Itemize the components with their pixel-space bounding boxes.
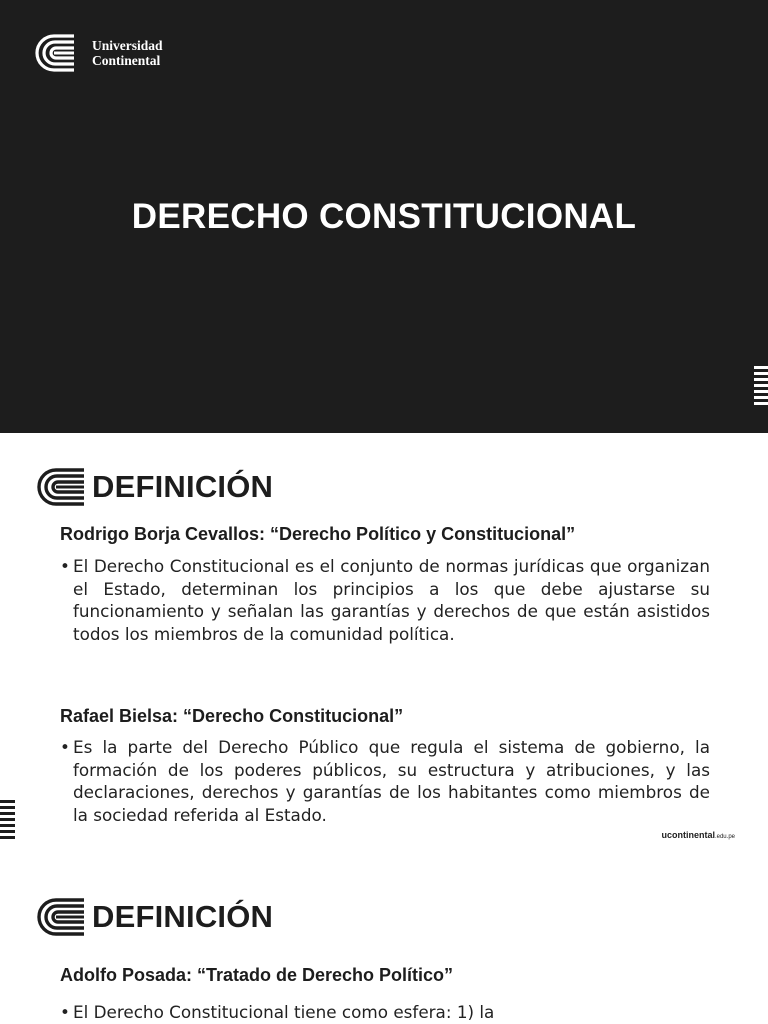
- definition-bullet: • El Derecho Constitucional es el conjunto de normas jurídicas que organizan el Estado, determinan los principios a los que debe ajustarse su funcionamiento y señalan las garantías y derechos de que están asistidos todos los miembros de la comunidad política.: [60, 555, 710, 645]
- brand: [34, 32, 163, 74]
- uc-logo-icon: [34, 466, 86, 508]
- title-slide: [0, 0, 768, 433]
- heading-text: DEFINICIÓN: [92, 899, 274, 934]
- section-heading: [34, 896, 273, 938]
- definition-bullet: • Es la parte del Derecho Público que regula el sistema de gobierno, la formación de los poderes públicos, su estructura y atribuciones, y las declaraciones, derechos y garantías de los habitantes como miembros de la sociedad referida al Estado.: [60, 736, 710, 826]
- edge-stripes-icon: [754, 366, 768, 408]
- footer-url: [661, 830, 735, 840]
- section-heading: [34, 466, 273, 508]
- uc-logo-icon: [34, 32, 84, 74]
- footer-url-suffix: .edu.pe: [714, 834, 735, 840]
- heading-text: DEFINICIÓN: [92, 469, 274, 504]
- slide-title: DERECHO CONSTITUCIONAL: [131, 197, 637, 236]
- brand-name: [92, 38, 163, 68]
- definition-bullet: • El Derecho Constitucional tiene como esfera: 1) la: [60, 1001, 710, 1024]
- footer-url-main: ucontinental: [661, 830, 715, 840]
- author-title: Rafael Bielsa: “Derecho Constitucional”: [60, 706, 404, 726]
- brand-line-2: Continental: [92, 53, 161, 68]
- uc-logo-icon: [34, 896, 86, 938]
- edge-stripes-icon: [0, 800, 15, 842]
- author-title: Adolfo Posada: “Tratado de Derecho Político”: [60, 965, 454, 985]
- author-title: Rodrigo Borja Cevallos: “Derecho Político y Constitucional”: [60, 524, 576, 544]
- brand-line-1: Universidad: [92, 38, 163, 53]
